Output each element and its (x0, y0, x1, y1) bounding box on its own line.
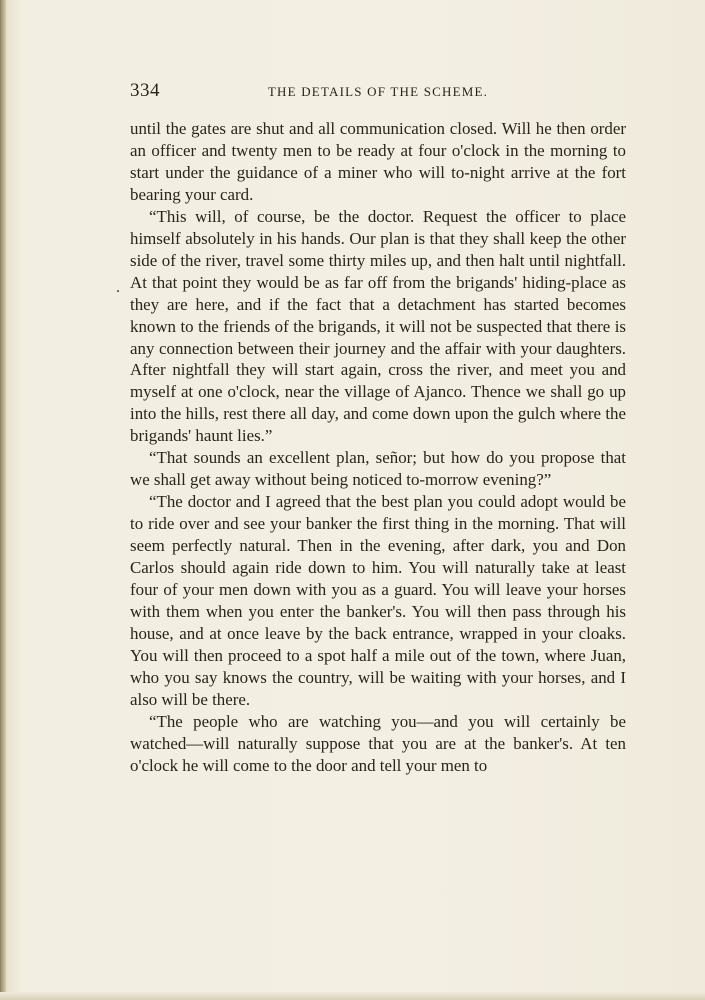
paragraph-4: “The doctor and I agreed that the best plan you could adopt would be to ride over and see your banker the first thing in the morning. That will seem perfectly natural. Then in the evening, after dark, you and Don Carlos should again ride down to him. You will naturally take at least four of your men down with you as a guard. You will leave your horses with them when you enter the banker's. You will then pass through his house, and at once leave by the back entrance, wrapped in your cloaks. You will then proceed to a spot half a mile out of the town, where Juan, who you say knows the country, will be waiting with your horses, and I also will be there. (130, 492, 626, 709)
page-header (130, 80, 626, 106)
margin-mark: . (116, 279, 120, 296)
paragraph-1: until the gates are shut and all communication closed. Will he then order an officer and twenty men to be ready at four o'clock in the morning to start under the guidance of a miner who will to-night arrive at the fort bearing your card. (130, 119, 626, 204)
body-text (130, 118, 626, 777)
paragraph-5: “The people who are watching you—and you will certainly be watched—will naturally suppose that you are at the banker's. At ten o'clock he will come to the door and tell your men to (130, 711, 626, 775)
page-bottom-edge (0, 992, 705, 1000)
page-number: 334 (130, 80, 160, 101)
paragraph-2: “This will, of course, be the doctor. Request the officer to place himself absolutely in his hands. Our plan is that they shall keep the other side of the river, travel some thirty miles up, and then halt until nightfall. At that point they would be as far off from the brigands' hiding-place as they are here, and if the fact that a detachment has started becomes known to the friends of the brigands, it will not be suspected that there is any connection between their journey and the affair with your daughters. After nightfall they will start again, cross the river, and meet you and myself at one o'clock, near the village of Ajanco. Thence we shall go up into the hills, rest there all day, and come down upon the gulch where the brigands' haunt lies.” (130, 206, 626, 446)
paragraph-3: “That sounds an excellent plan, señor; but how do you propose that we shall get away without being noticed to-morrow evening?” (130, 448, 626, 490)
running-head: THE DETAILS OF THE SCHEME. (267, 84, 489, 99)
page-spine-shadow (0, 0, 6, 1000)
